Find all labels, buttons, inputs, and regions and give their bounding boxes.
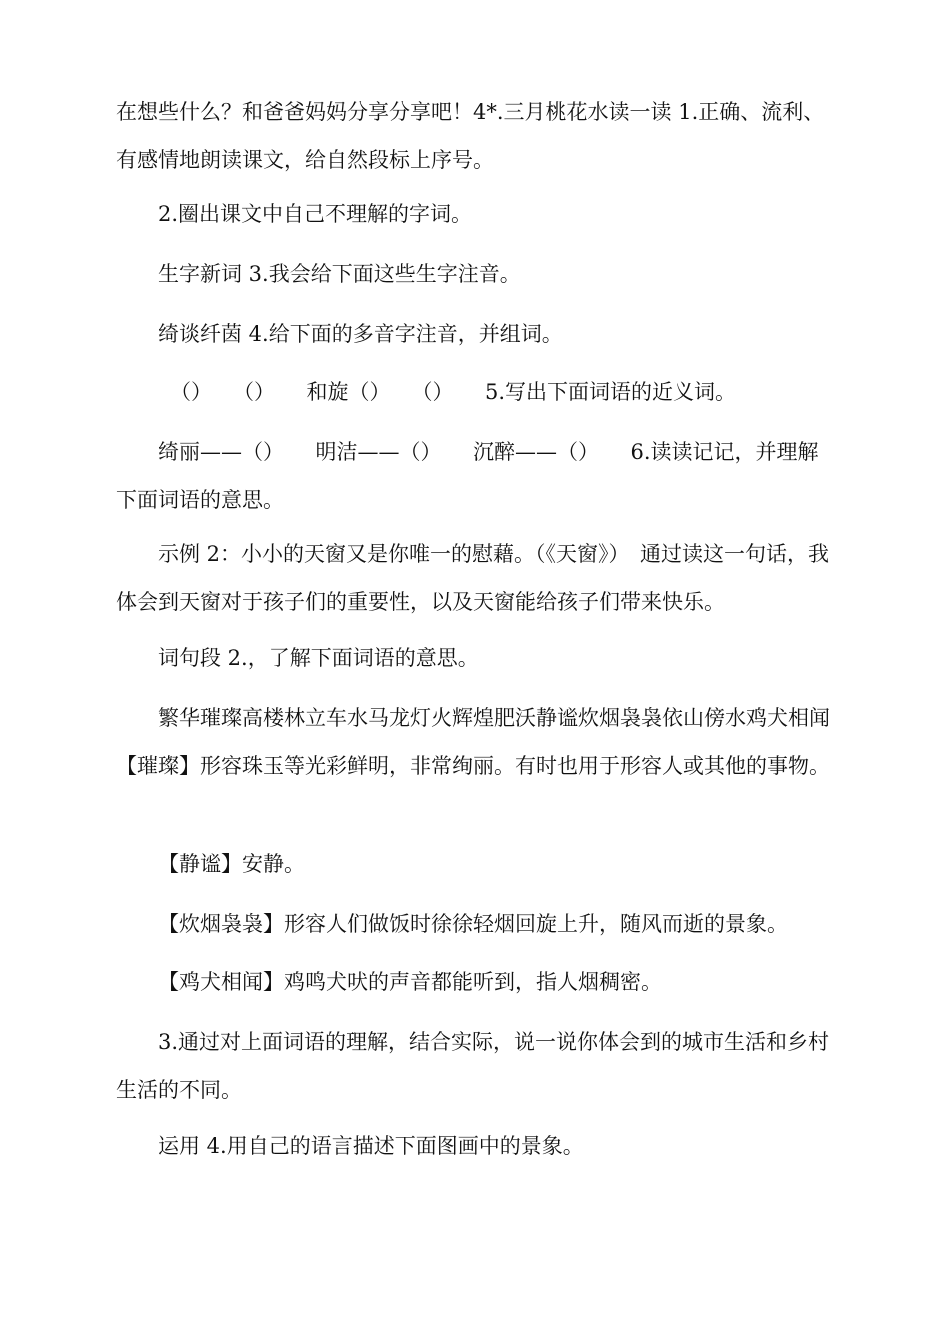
paragraph-word-section: 词句段 2.，了解下面词语的意思。 bbox=[158, 646, 479, 670]
paragraph-def-jiquan: 【鸡犬相闻】鸡鸣犬吠的声音都能听到，指人烟稠密。 bbox=[158, 970, 662, 994]
paragraph-new-characters: 生字新词 3.我会给下面这些生字注音。 bbox=[158, 262, 521, 286]
paragraph-polyphonic: 绮谈纤茵 4.给下面的多音字注音，并组词。 bbox=[158, 322, 563, 346]
paragraph-intro-reading: 在想些什么？和爸爸妈妈分享分享吧！4*.三月桃花水读一读 1.正确、流利、有感情地朗读课文，给自然段标上序号。 bbox=[116, 100, 825, 172]
paragraph-def-chuiyan: 【炊烟袅袅】形容人们做饭时徐徐轻烟回旋上升，随风而逝的景象。 bbox=[158, 912, 788, 936]
paragraph-example: 示例 2：小小的天窗又是你唯一的慰藉。（《天窗》） 通过读这一句话，我体会到天窗对于孩子们的重要性，以及天窗能给孩子们带来快乐。 bbox=[116, 542, 830, 614]
paragraph-describe-picture: 运用 4.用自己的语言描述下面图画中的景象。 bbox=[158, 1134, 584, 1158]
paragraph-def-jingmi: 【静谧】安静。 bbox=[158, 852, 305, 876]
paragraph-synonyms: 绮丽——（） 明洁——（） 沉醉——（） 6.读读记记，并理解下面词语的意思。 bbox=[116, 440, 819, 512]
paragraph-circle-words: 2.圈出课文中自己不理解的字词。 bbox=[158, 202, 473, 226]
paragraph-city-village: 3.通过对上面词语的理解，结合实际，说一说你体会到的城市生活和乡村生活的不同。 bbox=[116, 1030, 830, 1102]
paragraph-blanks-synonyms: （） （） 和旋（） （） 5.写出下面词语的近义词。 bbox=[170, 380, 737, 404]
paragraph-vocabulary: 繁华璀璨高楼林立车水马龙灯火辉煌肥沃静谧炊烟袅袅依山傍水鸡犬相闻【璀璨】形容珠玉等光彩鲜明，非常绚丽。有时也用于形容人或其他的事物。 bbox=[116, 706, 830, 778]
